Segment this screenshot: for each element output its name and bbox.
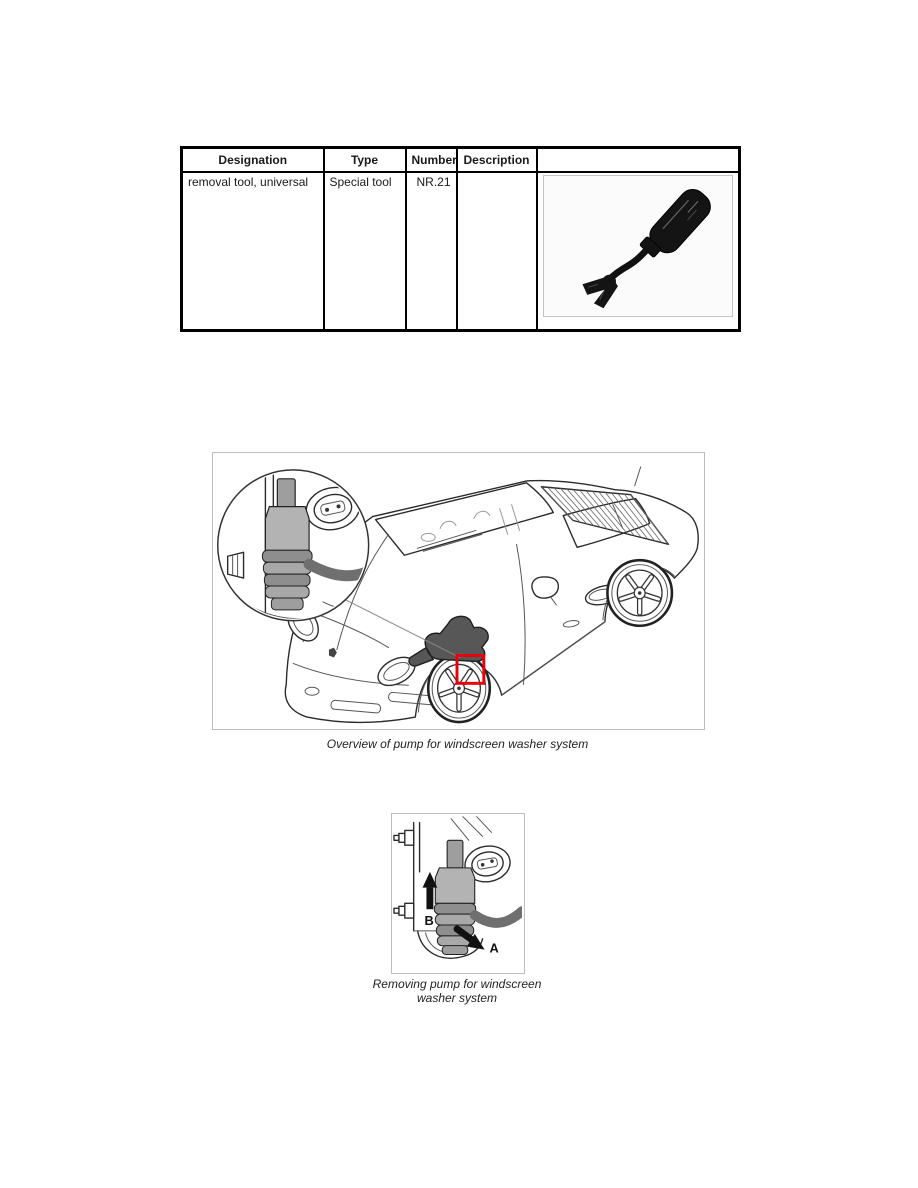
cell-description [457, 172, 537, 331]
nozzle-tab [394, 903, 414, 918]
cell-number: NR.21 [406, 172, 457, 331]
overview-caption: Overview of pump for windscreen washer system [326, 737, 589, 751]
special-tool-table [180, 146, 741, 332]
side-mirror [532, 577, 558, 598]
pump-detail-inset [218, 467, 371, 621]
header-number: Number [406, 148, 457, 173]
overview-figure [212, 452, 705, 730]
removal-caption-line2: washer system [416, 991, 498, 1005]
arrow-a-label: A [489, 940, 499, 956]
cell-type: Special tool [324, 172, 406, 331]
table-row [182, 172, 740, 331]
removal-figure [391, 813, 525, 974]
header-type: Type [324, 148, 406, 173]
table-header-row [182, 148, 740, 173]
removal-caption-line1: Removing pump for windscreen [372, 977, 542, 991]
washer-hose [475, 911, 522, 923]
header-description: Description [457, 148, 537, 173]
nozzle-tab [394, 830, 414, 845]
cell-designation: removal tool, universal [182, 172, 324, 331]
removal-tool-icon [548, 179, 728, 313]
removal-caption [347, 977, 567, 1005]
rear-wheel [607, 560, 672, 626]
header-designation: Designation [182, 148, 324, 173]
header-image [537, 148, 740, 173]
arrow-b-label: B [424, 913, 434, 928]
front-wheel [428, 655, 490, 723]
car-overview-illustration [213, 453, 702, 727]
pump-removal-illustration [392, 814, 522, 971]
tool-photo-frame [543, 175, 734, 317]
cell-tool-image [537, 172, 740, 331]
